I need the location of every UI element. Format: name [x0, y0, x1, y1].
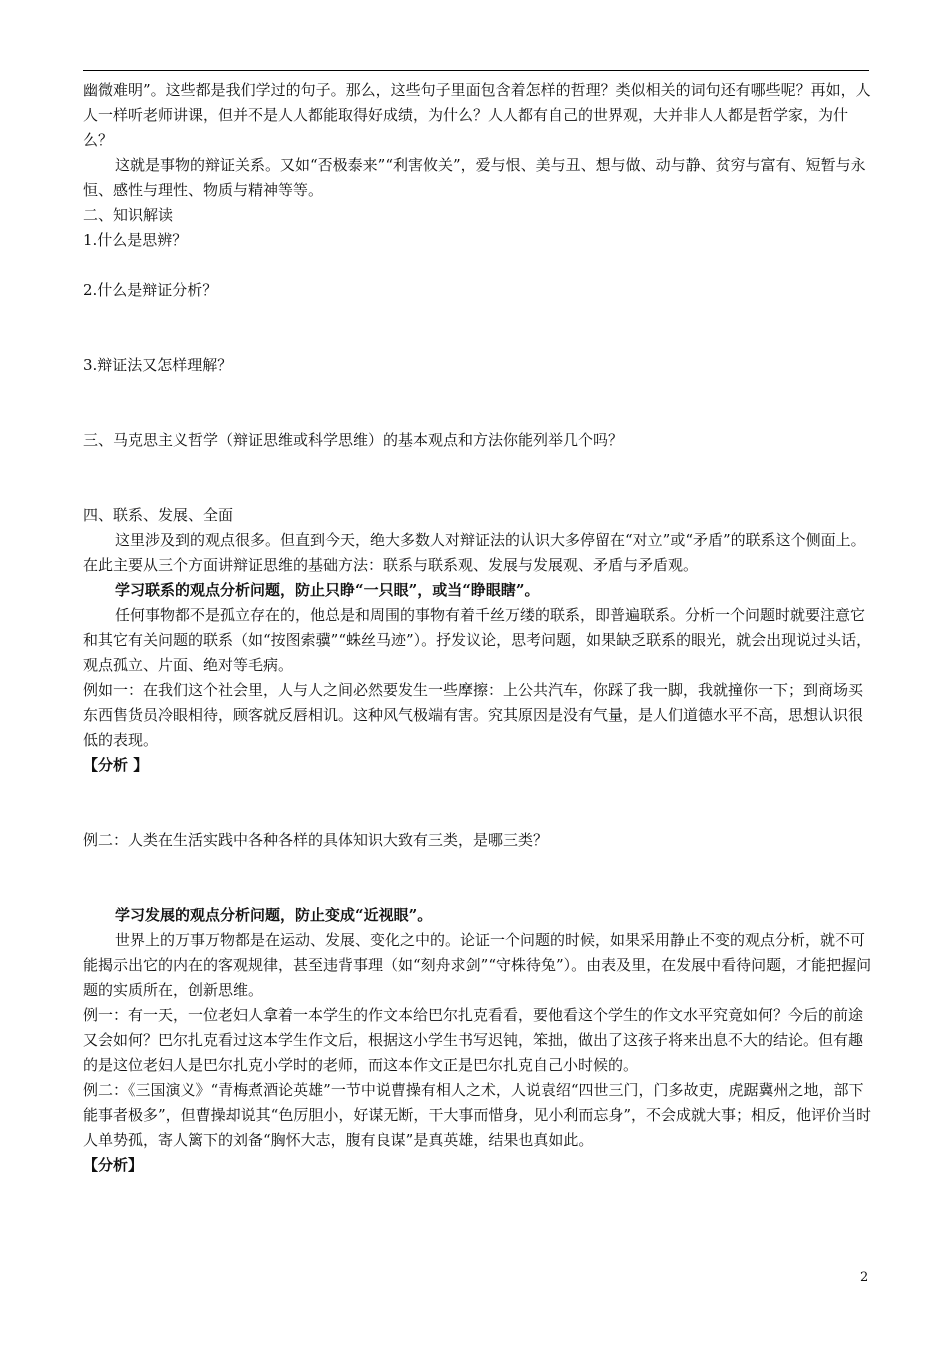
example-2-three-kingdoms: 例二：《三国演义》“青梅煮酒论英雄”一节中说曹操有相人之术，人说袁绍“四世三门，门多故吏，虎踞冀州之地，部下能事者极多”，但曹操却说其“色厉胆小，好谋无断，干大事而惜身，见小利而忘身”，不会成就大事；相反，他评价当时人单势孤，寄人篱下的刘备“胸怀大志，腹有良谋”是真英雄，结果也真如此。: [83, 1081, 872, 1149]
section-heading-connection: 四、联系、发展、全面: [83, 506, 234, 524]
example-2-knowledge: 例二：人类在生活实践中各种各样的具体知识大致有三类，是哪三类？: [83, 831, 549, 849]
paragraph-dialectical-relation: 这就是事物的辩证关系。又如“否极泰来”“利害攸关”，爱与恨、美与丑、想与做、动与静、贫穷与富有、短暂与永恒、感性与理性、物质与精神等等。: [83, 156, 866, 199]
section-heading-marxism: 三、马克思主义哲学（辩证思维或科学思维）的基本观点和方法你能列举几个吗？: [83, 431, 624, 449]
example-1-balzac: 例一：有一天，一位老妇人拿着一本学生的作文本给巴尔扎克看看，要他看这个学生的作文水平究竟如何？今后的前途又会如何？巴尔扎克看过这本学生作文后，根据这小学生书写迟钝，笨拙，做出了这孩子将来出息不大的结论。但有趣的是这位老妇人是巴尔扎克小学时的老师，而这本作文正是巴尔扎克自己小时候的。: [83, 1006, 864, 1074]
analysis-label-1: 【分析 】: [83, 756, 149, 774]
page-number: 2: [860, 1270, 869, 1285]
section-heading-knowledge: 二、知识解读: [83, 206, 174, 224]
analysis-label-2: 【分析】: [83, 1156, 144, 1174]
header-rule: [83, 70, 869, 71]
paragraph-development: 世界上的万事万物都是在运动、发展、变化之中的。论证一个问题的时候，如果采用静止不变的观点分析，就不可能揭示出它的内在的客观规律，甚至违背事理（如“刻舟求剑”“守株待兔”）。由表及里，在发展中看待问题，才能把握问题的实质所在，创新思维。: [83, 931, 872, 999]
question-1: 1.什么是思辨？: [83, 231, 188, 249]
paragraph-viewpoints: 这里涉及到的观点很多。但直到今天，绝大多数人对辩证法的认识大多停留在“对立”或“矛盾”的联系这个侧面上。在此主要从三个方面讲辩证思维的基础方法：联系与联系观、发展与发展观、矛盾与矛盾观。: [83, 531, 866, 574]
paragraph-universal-connection: 任何事物都不是孤立存在的，他总是和周围的事物有着千丝万缕的联系，即普遍联系。分析一个问题时就要注意它和其它有关问题的联系（如“按图索骥”“蛛丝马迹”）。抒发议论，思考问题，如果缺乏联系的眼光，就会出现说过头话，观点孤立、片面、绝对等毛病。: [83, 606, 872, 674]
question-2: 2.什么是辩证分析？: [83, 281, 218, 299]
subheading-development: 学习发展的观点分析问题，防止变成“近视眼”。: [115, 906, 433, 924]
page-content: [83, 78, 875, 1178]
paragraph-intro-continued: 幽微难明”。这些都是我们学过的句子。那么，这些句子里面包含着怎样的哲理？类似相关的词句还有哪些呢？再如，人人一样听老师讲课，但并不是人人都能取得好成绩，为什么？人人都有自己的世界观，大并非人人都是哲学家，为什么？: [83, 81, 871, 149]
example-1-connection: 例如一：在我们这个社会里，人与人之间必然要发生一些摩擦：上公共汽车，你踩了我一脚，我就撞你一下；到商场买东西售货员冷眼相待，顾客就反唇相讥。这种风气极端有害。究其原因是没有气量，是人们道德水平不高，思想认识很低的表现。: [83, 681, 864, 749]
question-3: 3.辩证法又怎样理解？: [83, 356, 233, 374]
subheading-connection: 学习联系的观点分析问题，防止只睁“一只眼”，或当“睁眼瞎”。: [115, 581, 540, 599]
